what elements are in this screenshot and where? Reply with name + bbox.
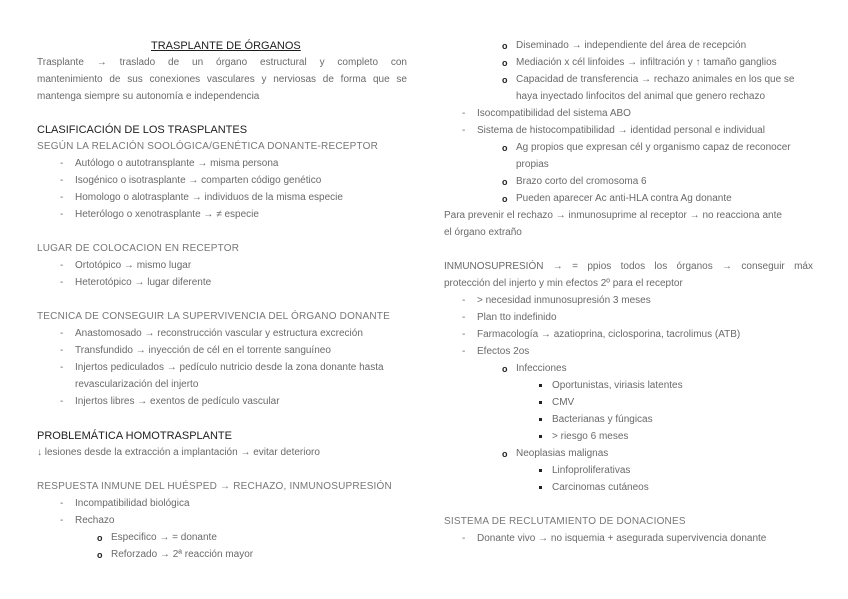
- list-item: - Isocompatibilidad del sistema ABO: [477, 108, 631, 120]
- list-item: - Plan tto indefinido: [477, 312, 557, 324]
- sub-list-item-continuation: propias: [516, 159, 549, 170]
- paragraph: ↓ lesiones desde la extracción a implantación → evitar deterioro: [37, 447, 320, 458]
- sub-sub-list-item: CMV: [552, 397, 575, 408]
- sub-sub-list-item: Carcinomas cutáneos: [552, 482, 649, 493]
- sub-list-item: o Mediación x cél linfoides → infiltración y ↑ tamaño ganglios: [516, 57, 777, 69]
- sub-sub-list-item: Linfoproliferativas: [552, 465, 631, 476]
- list-item: - Incompatibilidad biológica: [75, 498, 190, 510]
- list-item: - Donante vivo → no isquemia + asegurada supervivencia donante: [477, 533, 766, 545]
- paragraph: INMUNOSUPRESIÓN → = ppios todos los órganos → conseguir máx: [444, 261, 813, 272]
- sub-list-item: o Capacidad de transferencia → rechazo animales en los que se: [516, 74, 795, 86]
- list-item: - Sistema de histocompatibilidad → identidad personal e individual: [477, 125, 765, 137]
- sub-list-item: o Diseminado → independiente del área de recepción: [516, 40, 746, 52]
- list-item-continuation: revascularización del injerto: [75, 379, 199, 390]
- subheading: TECNICA DE CONSEGUIR LA SUPERVIVENCIA DEL ÓRGANO DONANTE: [37, 311, 390, 322]
- list-item: - > necesidad inmunosupresión 3 meses: [477, 295, 651, 307]
- list-item: - Efectos 2os: [477, 346, 529, 358]
- sub-list-item: o Brazo corto del cromosoma 6: [516, 176, 647, 188]
- list-item: - Heterólogo o xenotrasplante → ≠ especie: [75, 209, 259, 221]
- sub-list-item: o Especifico → = donante: [111, 532, 217, 544]
- paragraph: Para prevenir el rechazo → inmunosuprime al receptor → no reacciona ante: [444, 210, 782, 221]
- list-item: - Transfundido → inyección de cél en el torrente sanguíneo: [75, 345, 331, 357]
- subheading: LUGAR DE COLOCACION EN RECEPTOR: [37, 243, 240, 254]
- sub-list-item: o Reforzado → 2ª reacción mayor: [111, 549, 253, 561]
- sub-sub-list-item: Bacterianas y fúngicas: [552, 414, 653, 425]
- intro-line: Trasplante → traslado de un órgano estructural y completo con: [37, 57, 407, 68]
- subheading: SEGÚN LA RELACIÓN SOOLÓGICA/GENÉTICA DONANTE-RECEPTOR: [37, 141, 379, 152]
- paragraph: el órgano extraño: [444, 227, 522, 238]
- intro-line: mantenga siempre su autonomía e independencia: [37, 91, 260, 102]
- sub-list-item: o Infecciones: [516, 363, 567, 375]
- sub-list-item-continuation: haya inyectado linfocitos del animal que genero rechazo: [516, 91, 766, 102]
- subheading: RESPUESTA INMUNE DEL HUÉSPED → RECHAZO, INMUNOSUPRESIÓN: [37, 481, 392, 492]
- intro-line: mantenimiento de sus conexiones vasculares y nerviosas de forma que se: [37, 74, 407, 85]
- list-item: - Anastomosado → reconstrucción vascular y estructura excreción: [75, 328, 363, 340]
- page-title: TRASPLANTE DE ÓRGANOS: [151, 40, 301, 52]
- paragraph: protección del injerto y min efectos 2º para el receptor: [444, 278, 683, 289]
- list-item: - Isogénico o isotrasplante → comparten código genético: [75, 175, 321, 187]
- sub-list-item: o Neoplasias malignas: [516, 448, 608, 460]
- list-item: - Injertos pediculados → pedículo nutricio desde la zona donante hasta: [75, 362, 384, 374]
- sub-sub-list-item: Oportunistas, viriasis latentes: [552, 380, 683, 391]
- subheading: SISTEMA DE RECLUTAMIENTO DE DONACIONES: [444, 516, 686, 527]
- list-item: - Homologo o alotrasplante → individuos de la misma especie: [75, 192, 343, 204]
- list-item: - Farmacología → azatioprina, ciclosporina, tacrolimus (ATB): [477, 329, 740, 341]
- sub-list-item: o Pueden aparecer Ac anti-HLA contra Ag donante: [516, 193, 732, 205]
- section-heading: CLASIFICACIÓN DE LOS TRASPLANTES: [37, 124, 248, 136]
- section-heading: PROBLEMÁTICA HOMOTRASPLANTE: [37, 430, 232, 442]
- list-item: - Ortotópico → mismo lugar: [75, 260, 191, 272]
- sub-list-item: o Ag propios que expresan cél y organismo capaz de reconocer: [516, 142, 791, 154]
- sub-sub-list-item: > riesgo 6 meses: [552, 431, 629, 442]
- list-item: - Rechazo: [75, 515, 114, 527]
- list-item: - Heterotópico → lugar diferente: [75, 277, 211, 289]
- list-item: - Injertos libres → exentos de pedículo vascular: [75, 396, 280, 408]
- list-item: - Autólogo o autotransplante → misma persona: [75, 158, 278, 170]
